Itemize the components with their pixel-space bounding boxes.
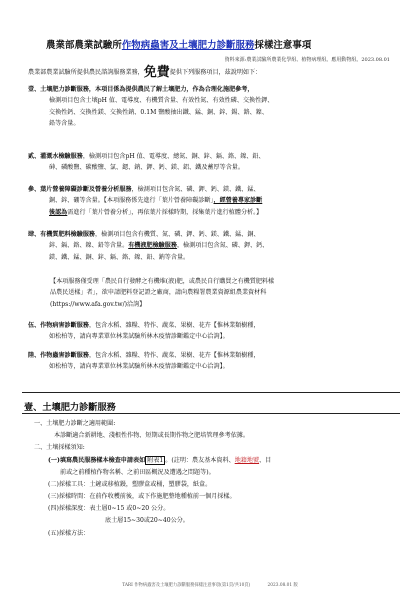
liquid-fertilizer-label: 有機液肥檢驗服務 <box>128 242 177 250</box>
sampling-step-5: (五)採樣方法： <box>48 530 90 537</box>
sampling-notes-heading: 二、土壤採樣須知: <box>34 444 85 451</box>
section-title: 壹、土壤肥力診斷服務 <box>24 402 116 413</box>
soil-scope-text: 本診斷適合新耕地、淺根性作物、短期或長期作物之肥培管理參考依據。 <box>54 432 249 439</box>
sampling-step-1: (一)填寫農民服務樣本檢查申請表如 附表1 。(註明：農友基本資料、地籍地號、目 <box>48 457 272 464</box>
afa-url: (https://www.afa.gov.tw/)洽詢】 <box>50 300 146 308</box>
sampling-step-3: (三)採樣時間：在前作收穫前後，或下作施肥整地種植前一個月採樣。 <box>48 493 236 500</box>
organic-fertilizer-note: 【本項服務僅受理「農民自行發酵之有機堆(液)肥，或農民自行購買之有機質肥料樣 品農民送樣」者」，欲申請肥料登記證之廠商，請向農糧署農業資源組農業資材科 (https://www.afa.gov.tw/)洽詢】 <box>50 276 274 310</box>
item-crop-pest: 陸、作物蟲害診斷服務，包含水稻、雜糧、特作、蔬菜、果樹、花卉【惟林業類樹種， 如松柏等，請向專業單位林業試驗所林木疫情診斷鑑定中心洽詢】。 <box>28 352 260 371</box>
free-emphasis: 免費 <box>143 65 170 80</box>
item-organic-fertilizer: 肆、有機質肥料檢驗服務，檢測項目包含有機質、氮、磷、鉀、鈣、鎂、鐵、錳、銅、 鋅、鎘、鉻、鎳、鉛等含量。有機液肥檢驗服務，檢測項目包含氮、磷、鉀、鈣、 鎂、鐵、錳、銅、鋅、鎘、鉻、鎳、鉛、鈉等含量。 <box>28 231 269 261</box>
page-title: 農業部農業試驗所作物病蟲害及土壤肥力診斷服務採樣注意事項 <box>46 40 312 51</box>
sampling-step-2: (二)採樣工具：土鏟或移植鏝，塑膠盒或桶，塑膠袋，紙盒。 <box>48 481 212 488</box>
title-highlight: 作物病蟲害及土壤肥力診斷服務 <box>121 40 255 51</box>
land-lot-number: 地籍地號 <box>234 457 260 464</box>
appendix-1-box: 附表1 <box>147 457 164 464</box>
section-divider-top <box>22 392 400 393</box>
intro-paragraph: 農業部農業試驗所提供農民諮詢服務業務，免費提供下列服務項目，茲說明如下： <box>28 65 262 80</box>
sampling-step-4: (四)採樣深度：表土層0~15 或0~20 公分。 <box>48 505 170 512</box>
page-footer: TARI 作物病蟲害及土壤肥力診斷服務採樣注意事項(第1頁/共10頁) 2023.08.01 版 <box>122 583 298 588</box>
sampling-step-4-subsoil: 底土層15~30或20~40公分。 <box>105 517 189 524</box>
item-crop-disease: 伍、作物病害診斷服務，包含水稻、雜糧、特作、蔬菜、果樹、花卉【惟林業類樹種， 如松柏等，請向專業單位林業試驗所林木疫情診斷鑑定中心洽詢】。 <box>28 322 260 341</box>
soil-scope-heading: 一、土壤肥力診斷之適用範圍: <box>34 420 116 427</box>
sampling-step-1-cont: 前或之前種植作物名稱、之前田區概況及遭遇之問題等)。 <box>60 469 215 476</box>
item-irrigation-water: 貳、灌溉水檢驗服務，檢測項目包含pH 值、電導度、總氮、銅、鋅、鎘、鉻、鎳、鉛、 砷、磷酸鹽、碳酸鹽、氯、鍶、鈉、鉀、鈣、鎂、鋁、鐵及蓄厚等含量。 <box>28 153 265 172</box>
section-divider-bottom <box>22 413 400 414</box>
item-soil-fertility: 壹、土壤肥力診斷服務，本項目係為提供農民了解土壤肥力，作為合理化施肥參考， 檢測項目包含土壤pH 值、電導度、有機質含量、有效性氮、有效性磷、交換性鉀、 交換性鈣、交換性鎂、交換性鈉、0.1M 鹽酸抽出鐵、錳、銅、鋅、錫、鉻、鎳、 鉛等含量。 <box>28 86 274 128</box>
item-leaf-nutrition: 參、葉片營養障礙診斷及營養分析服務，檢測項目包含氮、磷、鉀、鈣、鎂、鐵、錳、 銅、鋅、硼等含量。【本項服務係先進行「葉片營養障礙診斷」，經營養專家診斷 後認為需進行「葉片營養分析」，再依葉片採樣時期，採集葉片進行植體分析。】 <box>28 186 263 216</box>
source-note: 資料來源:農業試驗所農業化學組、植物病理組。應用動物組。2023.08.01 <box>224 57 390 63</box>
